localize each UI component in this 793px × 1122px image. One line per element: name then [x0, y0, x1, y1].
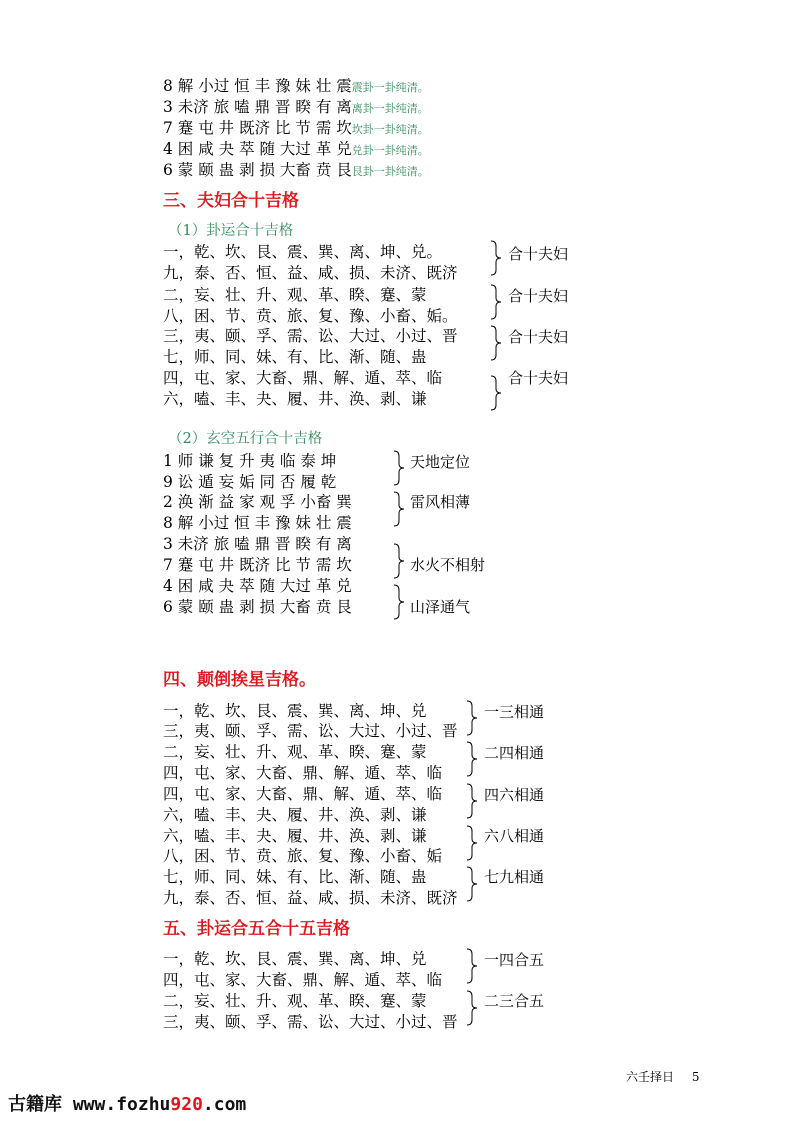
text-line: 三，夷、颐、孚、需、讼、大过、小过、晋 [163, 722, 458, 740]
annotation-note: 艮卦一卦纯清。 [351, 165, 429, 178]
group-label: 天地定位 [410, 453, 471, 471]
brace-icon [466, 783, 478, 819]
group-label: 合十夫妇 [508, 287, 569, 305]
group-label: 四六相通 [484, 786, 545, 804]
brace-icon [490, 375, 502, 411]
text-line: 2 涣 渐 益 家 观 孚 小畜 巽 [163, 493, 352, 511]
subsection-heading: （1）卦运合十吉格 [168, 223, 294, 239]
text-line: 3 未济 旅 嗑 鼎 晋 睽 有 离离卦一卦纯清。 [163, 98, 429, 116]
text-line: 八，困、节、贲、旅、复、豫、小畜、姤。 [163, 307, 458, 325]
brace-icon [393, 543, 405, 579]
group-label: 二三合五 [484, 992, 545, 1010]
text-line: 八，困、节、贲、旅、复、豫、小畜、姤 [163, 847, 443, 865]
text-line: 三，夷、颐、孚、需、讼、大过、小过、晋 [163, 327, 458, 345]
text-line: 3 未济 旅 嗑 鼎 晋 睽 有 离 [163, 535, 352, 553]
watermark-url-number: 920 [170, 1094, 203, 1115]
text-line: 4 困 咸 夬 萃 随 大过 革 兑 [163, 577, 352, 595]
watermark-brand: 古籍库 [8, 1094, 62, 1115]
text-line: 三，夷、颐、孚、需、讼、大过、小过、晋 [163, 1013, 458, 1031]
text-line: 二，妄、壮、升、观、革、睽、蹇、蒙 [163, 743, 427, 761]
text-line: 二，妄、壮、升、观、革、睽、蹇、蒙 [163, 992, 427, 1010]
subsection-heading: （2）玄空五行合十吉格 [168, 431, 323, 447]
text-line: 6 蒙 颐 蛊 剥 损 大畜 贲 艮艮卦一卦纯清。 [163, 161, 429, 179]
brace-icon [490, 325, 502, 361]
annotation-note: 兑卦一卦纯清。 [351, 144, 429, 157]
brace-icon [490, 240, 502, 276]
watermark-url-prefix: www.fozhu [72, 1094, 171, 1115]
brace-icon [466, 948, 478, 984]
brace-icon [393, 491, 405, 527]
text-line: 九，泰、否、恒、益、咸、损、未济、既济 [163, 264, 458, 282]
text-line: 四，屯、家、大畜、鼎、解、遁、萃、临 [163, 971, 443, 989]
text-line: 四，屯、家、大畜、鼎、解、遁、萃、临 [163, 785, 443, 803]
text-line: 8 解 小过 恒 丰 豫 妹 壮 震 [163, 514, 352, 532]
text-line: 一，乾、坎、艮、震、巽、离、坤、兑 [163, 950, 427, 968]
text-line: 六，嗑、丰、夬、履、井、涣、剥、谦 [163, 806, 427, 824]
text-line: 四，屯、家、大畜、鼎、解、遁、萃、临 [163, 764, 443, 782]
text-line: 6 蒙 颐 蛊 剥 损 大畜 贲 艮 [163, 598, 352, 616]
group-label: 合十夫妇 [508, 328, 569, 346]
brace-icon [490, 284, 502, 320]
text-line: 9 讼 遁 妄 姤 同 否 履 乾 [163, 473, 337, 491]
annotation-note: 震卦一卦纯清。 [351, 81, 429, 94]
group-label: 合十夫妇 [508, 369, 569, 387]
page-footer [626, 1068, 699, 1085]
running-title: 六壬择日 [626, 1070, 675, 1084]
group-label: 一四合五 [484, 951, 545, 969]
text-line: 8 解 小过 恒 丰 豫 妹 壮 震震卦一卦纯清。 [163, 77, 429, 95]
text-line: 七，师、同、妹、有、比、渐、随、蛊 [163, 348, 427, 366]
brace-icon [393, 450, 405, 486]
text-line: 7 蹇 屯 井 既济 比 节 需 坎坎卦一卦纯清。 [163, 119, 429, 137]
group-label: 雷风相薄 [410, 493, 471, 511]
section-heading: 五、卦运合五合十五吉格 [163, 919, 350, 939]
text-line: 二，妄、壮、升、观、革、睽、蹇、蒙 [163, 286, 427, 304]
group-label: 水火不相射 [410, 556, 486, 574]
brace-icon [393, 584, 405, 620]
annotation-note: 离卦一卦纯清。 [351, 102, 429, 115]
section-heading: 三、夫妇合十吉格 [163, 191, 299, 211]
group-label: 二四相通 [484, 744, 545, 762]
group-label: 六八相通 [484, 827, 545, 845]
section-heading: 四、颠倒挨星吉格。 [163, 670, 316, 690]
brace-icon [466, 741, 478, 777]
text-line: 一，乾、坎、艮、震、巽、离、坤、兑。 [163, 243, 443, 261]
text-line: 4 困 咸 夬 萃 随 大过 革 兑兑卦一卦纯清。 [163, 140, 429, 158]
brace-icon [466, 866, 478, 902]
text-line: 一，乾、坎、艮、震、巽、离、坤、兑 [163, 702, 427, 720]
text-line: 1 师 谦 复 升 夷 临 泰 坤 [163, 452, 337, 470]
text-line: 六，嗑、丰、夬、履、井、涣、剥、谦 [163, 827, 427, 845]
text-line: 九，泰、否、恒、益、咸、损、未济、既济 [163, 889, 458, 907]
text-line: 七，师、同、妹、有、比、渐、随、蛊 [163, 868, 427, 886]
group-label: 山泽通气 [410, 598, 471, 616]
text-line: 四，屯、家、大畜、鼎、解、遁、萃、临 [163, 369, 443, 387]
group-label: 一三相通 [484, 703, 545, 721]
group-label: 七九相通 [484, 868, 545, 886]
brace-icon [466, 990, 478, 1026]
text-line: 六，嗑、丰、夬、履、井、涣、剥、谦 [163, 390, 427, 408]
brace-icon [466, 825, 478, 861]
text-line: 7 蹇 屯 井 既济 比 节 需 坎 [163, 556, 352, 574]
page-number: 5 [691, 1070, 700, 1084]
watermark-url-suffix: .com [202, 1094, 247, 1115]
group-label: 合十夫妇 [508, 245, 569, 263]
brace-icon [466, 700, 478, 736]
watermark [8, 1090, 246, 1116]
annotation-note: 坎卦一卦纯清。 [351, 123, 429, 136]
